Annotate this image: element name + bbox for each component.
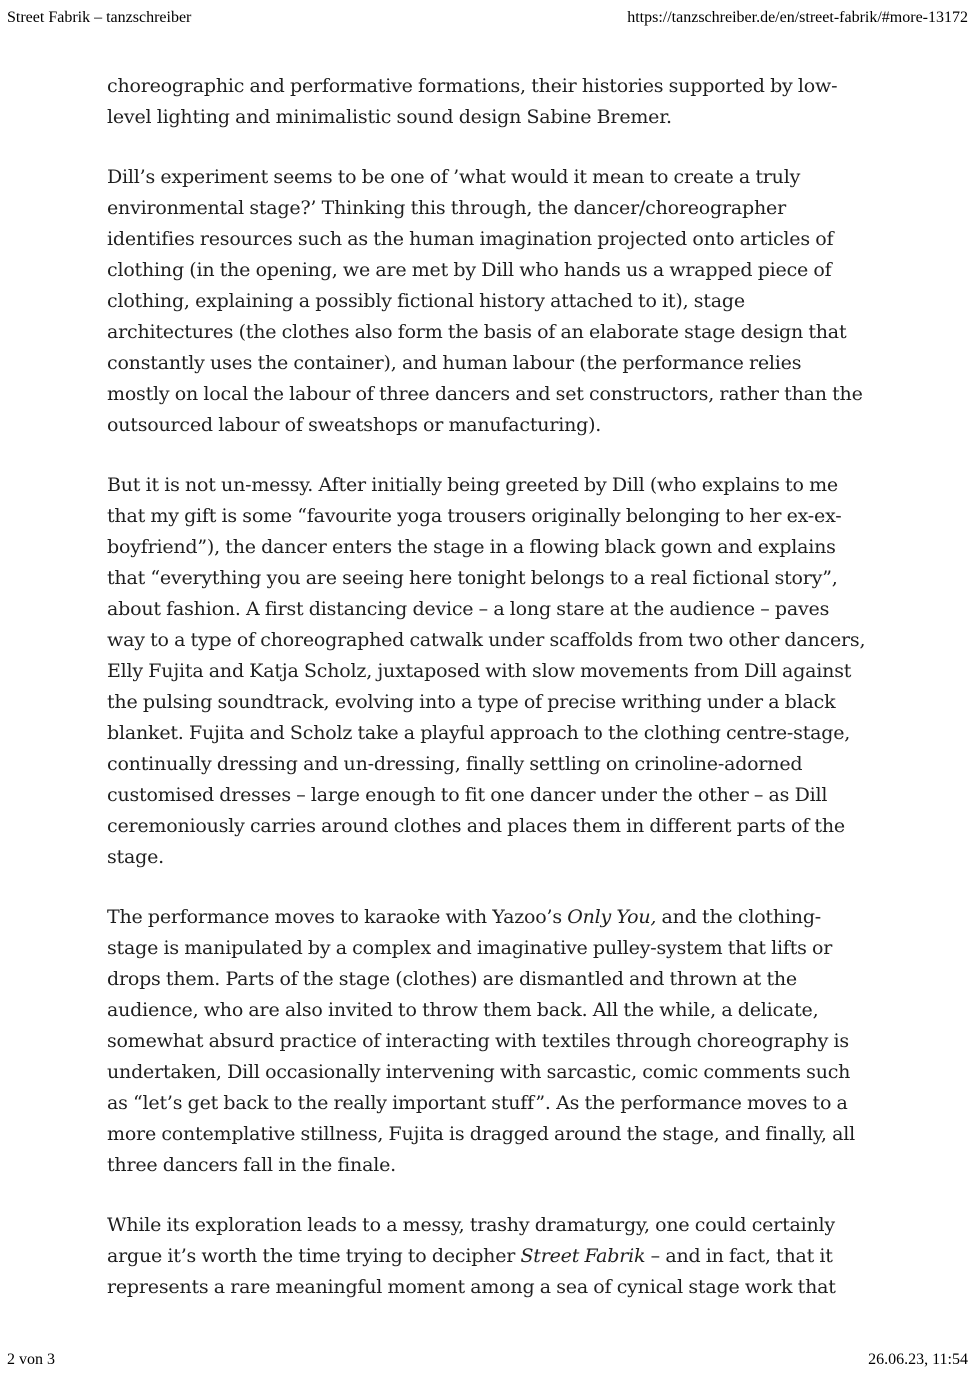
- article-body: [107, 71, 867, 1332]
- paragraph-5: [107, 1210, 867, 1303]
- page-url: https://tanzschreiber.de/en/street-fabrik/#more-13172: [627, 9, 968, 26]
- paragraph-1: choreographic and performative formations, their histories supported by low-level lighting and minimalistic sound design Sabine Bremer.: [107, 75, 838, 128]
- paragraph-5-text-end: – and in fact, that it represents a rare meaningful moment among a sea of cynical stage work that: [107, 1245, 836, 1298]
- song-title: Only You,: [567, 906, 657, 928]
- paragraph-4-text-end: and the clothing-stage is manipulated by a complex and imaginative pulley-system that lifts or drops them. Parts of the stage (clothes) are dismantled and thrown at the audience, who are also invited to throw them back. All the while, a delicate, somewhat absurd practice of interacting with textiles through choreography is undertaken, Dill occasionally intervening with sarcastic, comic comments such as “let’s get back to the really important stuff”. As the performance moves to a more contemplative stillness, Fujita is dragged around the stage, and finally, all three dancers fall in the finale.: [107, 906, 855, 1176]
- paragraph-2: Dill’s experiment seems to be one of ’what would it mean to create a truly environmental stage?’ Thinking this through, the dancer/choreographer identifies resources such as the human imagination projected onto articles of clothing (in the opening, we are met by Dill who hands us a wrapped piece of clothing, explaining a possibly fictional history attached to it), stage architectures (the clothes also form the basis of an elaborate stage design that constantly uses the container), and human labour (the performance relies mostly on local the labour of three dancers and set constructors, rather than the outsourced labour of sweatshops or manufacturing).: [107, 166, 863, 436]
- paragraph-4: [107, 902, 867, 1181]
- page-number: 2 von 3: [7, 1351, 55, 1368]
- print-datetime: 26.06.23, 11:54: [868, 1351, 968, 1368]
- work-title: Street Fabrik: [520, 1245, 646, 1267]
- paragraph-3: But it is not un-messy. After initially being greeted by Dill (who explains to me that my gift is some “favourite yoga trousers originally belonging to her ex-ex-boyfriend”), the dancer enters the stage in a flowing black gown and explains that “everything you are seeing here tonight belongs to a real fictional story”, about fashion. A first distancing device – a long stare at the audience – paves way to a type of choreographed catwalk under scaffolds from two other dancers, Elly Fujita and Katja Scholz, juxtaposed with slow movements from Dill against the pulsing soundtrack, evolving into a type of precise writhing under a black blanket. Fujita and Scholz take a playful approach to the clothing centre-stage, continually dressing and un-dressing, finally settling on crinoline-adorned customised dresses – large enough to fit one dancer under the other – as Dill ceremoniously carries around clothes and places them in different parts of the stage.: [107, 474, 866, 868]
- print-header: [7, 9, 968, 31]
- page-title: Street Fabrik – tanzschreiber: [7, 9, 192, 26]
- paragraph-5-text-start: While its exploration leads to a messy, trashy dramaturgy, one could certainly argue it’s worth the time trying to decipher: [107, 1214, 835, 1267]
- print-footer: [7, 1351, 968, 1373]
- paragraph-4-text-start: The performance moves to karaoke with Yazoo’s: [107, 906, 568, 928]
